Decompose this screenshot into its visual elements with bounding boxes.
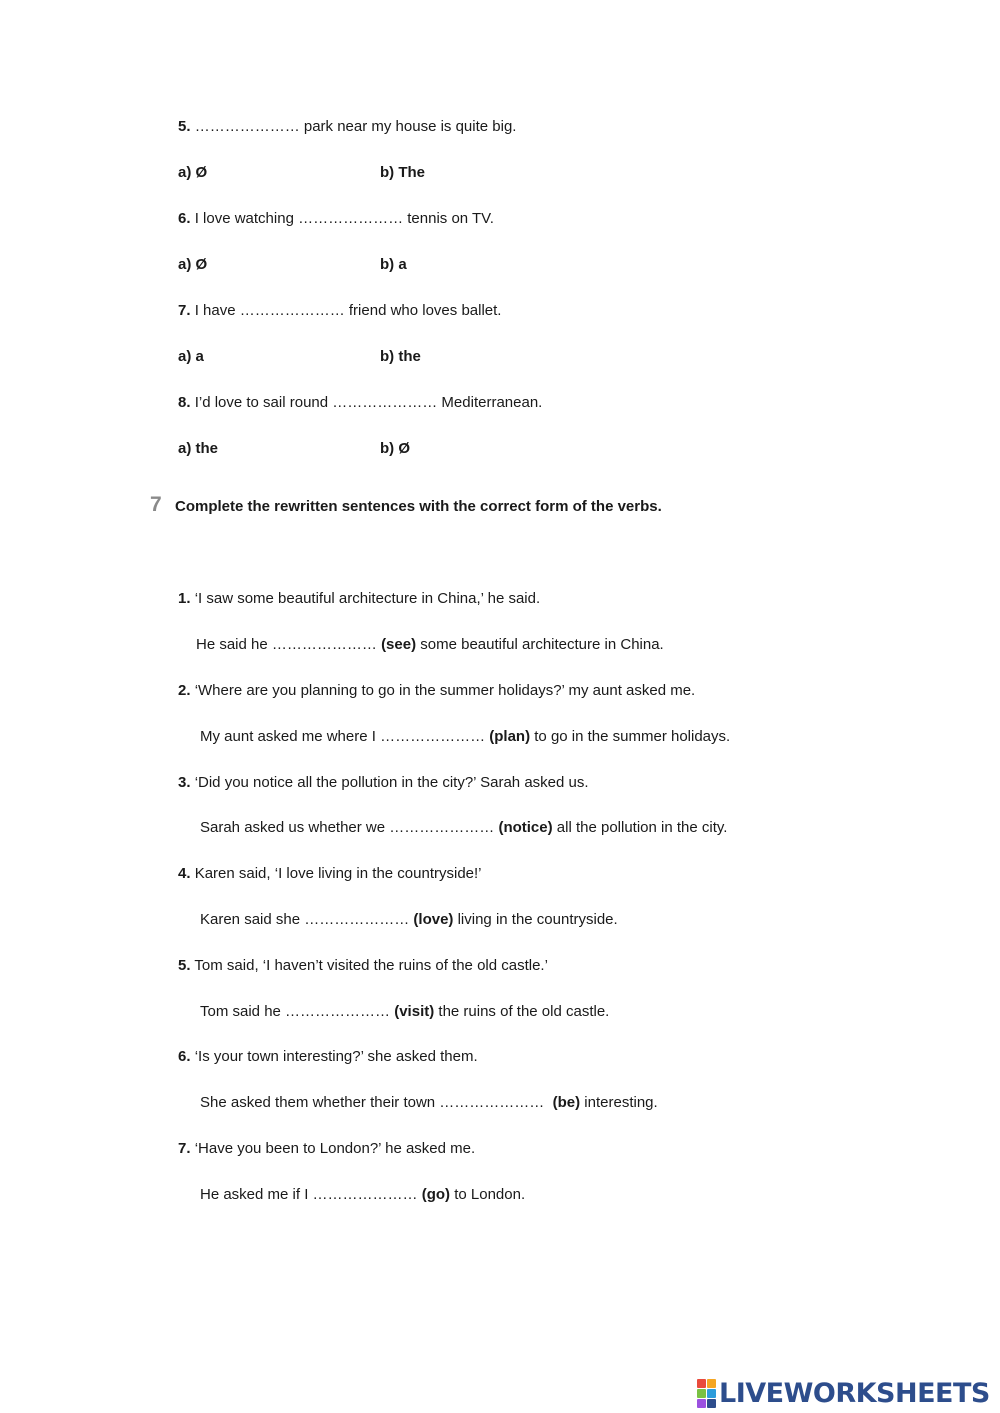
sentence-text: ‘Did you notice all the pollution in the city?’ Sarah asked us.	[194, 774, 589, 791]
original-sentence	[178, 590, 540, 608]
option-a[interactable]: a) a	[178, 348, 204, 365]
question-number: 6.	[178, 210, 191, 227]
rewritten-sentence	[196, 636, 664, 654]
question-post: friend who loves ballet.	[344, 302, 502, 319]
option-a[interactable]: a) Ø	[178, 256, 208, 273]
answer-gap[interactable]: …………………	[285, 1003, 391, 1020]
question-number: 5.	[178, 118, 191, 135]
sentence-text: ‘Have you been to London?’ he asked me.	[194, 1140, 476, 1157]
question-pre: I have	[194, 302, 240, 319]
rewritten-sentence	[200, 911, 618, 929]
answer-gap[interactable]: …………………	[271, 636, 377, 653]
option-b[interactable]: b) Ø	[380, 440, 410, 457]
question-pre: I’d love to sail round	[194, 394, 333, 411]
logo-mark-icon	[697, 1379, 716, 1408]
rewritten-sentence	[200, 1003, 609, 1021]
original-sentence	[178, 1048, 478, 1066]
logo-block	[697, 1399, 706, 1408]
verb-hint: (love)	[413, 911, 454, 928]
rewritten-sentence	[200, 1186, 525, 1204]
sentence-text: ‘Where are you planning to go in the summer holidays?’ my aunt asked me.	[194, 682, 696, 699]
answer-gap[interactable]: …………………	[304, 911, 410, 928]
mc-question	[178, 118, 516, 136]
section-number: 7	[150, 493, 162, 516]
verb-hint: (be)	[552, 1094, 581, 1111]
mc-question	[178, 210, 494, 228]
option-a[interactable]: a) Ø	[178, 164, 208, 181]
original-sentence	[178, 865, 482, 883]
question-number: 3.	[178, 774, 191, 791]
logo-block	[707, 1379, 716, 1388]
answer-gap[interactable]: …………………	[439, 1094, 545, 1111]
verb-hint: (go)	[421, 1186, 451, 1203]
option-b[interactable]: b) The	[380, 164, 425, 181]
original-sentence	[178, 1140, 475, 1158]
answer-gap[interactable]: …………………	[332, 394, 438, 411]
verb-hint: (visit)	[394, 1003, 435, 1020]
answer-gap[interactable]: …………………	[194, 118, 300, 135]
section-instruction: Complete the rewritten sentences with the correct form of the verbs.	[175, 498, 662, 515]
question-pre: I love watching	[194, 210, 299, 227]
rewritten-sentence	[200, 819, 727, 837]
liveworksheets-logo[interactable]	[697, 1376, 990, 1410]
rewrite-post: some beautiful architecture in China.	[416, 636, 664, 653]
question-number: 1.	[178, 590, 191, 607]
sentence-text: Karen said, ‘I love living in the countryside!’	[194, 865, 482, 882]
option-b[interactable]: b) the	[380, 348, 421, 365]
question-post: Mediterranean.	[437, 394, 543, 411]
option-a[interactable]: a) the	[178, 440, 219, 457]
question-number: 5.	[178, 957, 191, 974]
verb-hint: (notice)	[498, 819, 553, 836]
logo-block	[707, 1389, 716, 1398]
mc-question	[178, 394, 542, 412]
rewrite-pre: He asked me if I	[200, 1186, 313, 1203]
rewrite-pre: She asked them whether their town	[200, 1094, 440, 1111]
original-sentence	[178, 682, 695, 700]
verb-hint: (plan)	[489, 728, 531, 745]
rewrite-post: interesting.	[580, 1094, 658, 1111]
rewrite-pre: Sarah asked us whether we	[200, 819, 390, 836]
answer-gap[interactable]: …………………	[298, 210, 404, 227]
answer-gap[interactable]: …………………	[239, 302, 345, 319]
rewrite-post: living in the countryside.	[453, 911, 618, 928]
rewritten-sentence	[200, 1094, 658, 1112]
answer-gap[interactable]: …………………	[389, 819, 495, 836]
mc-question	[178, 302, 501, 320]
rewrite-pre: Tom said he	[200, 1003, 286, 1020]
rewrite-pre: Karen said she	[200, 911, 305, 928]
question-post: park near my house is quite big.	[299, 118, 517, 135]
rewrite-post: the ruins of the old castle.	[434, 1003, 610, 1020]
original-sentence	[178, 774, 589, 792]
sentence-text: Tom said, ‘I haven’t visited the ruins of the old castle.’	[194, 957, 548, 974]
brand-name: LIVEWORKSHEETS	[719, 1377, 990, 1409]
rewrite-post: to go in the summer holidays.	[530, 728, 731, 745]
rewrite-pre: My aunt asked me where I	[200, 728, 381, 745]
logo-block	[707, 1399, 716, 1408]
answer-gap[interactable]: …………………	[380, 728, 486, 745]
question-number: 6.	[178, 1048, 191, 1065]
logo-block	[697, 1389, 706, 1398]
original-sentence	[178, 957, 548, 975]
logo-block	[697, 1379, 706, 1388]
sentence-text: ‘Is your town interesting?’ she asked them.	[194, 1048, 478, 1065]
question-number: 7.	[178, 1140, 191, 1157]
answer-gap[interactable]: …………………	[312, 1186, 418, 1203]
question-number: 8.	[178, 394, 191, 411]
rewritten-sentence	[200, 728, 730, 746]
option-b[interactable]: b) a	[380, 256, 407, 273]
rewrite-pre: He said he	[196, 636, 272, 653]
question-number: 7.	[178, 302, 191, 319]
question-number: 4.	[178, 865, 191, 882]
rewrite-post: to London.	[450, 1186, 526, 1203]
rewrite-post: all the pollution in the city.	[552, 819, 728, 836]
verb-hint: (see)	[381, 636, 417, 653]
question-post: tennis on TV.	[403, 210, 494, 227]
sentence-text: ‘I saw some beautiful architecture in China,’ he said.	[194, 590, 541, 607]
question-number: 2.	[178, 682, 191, 699]
